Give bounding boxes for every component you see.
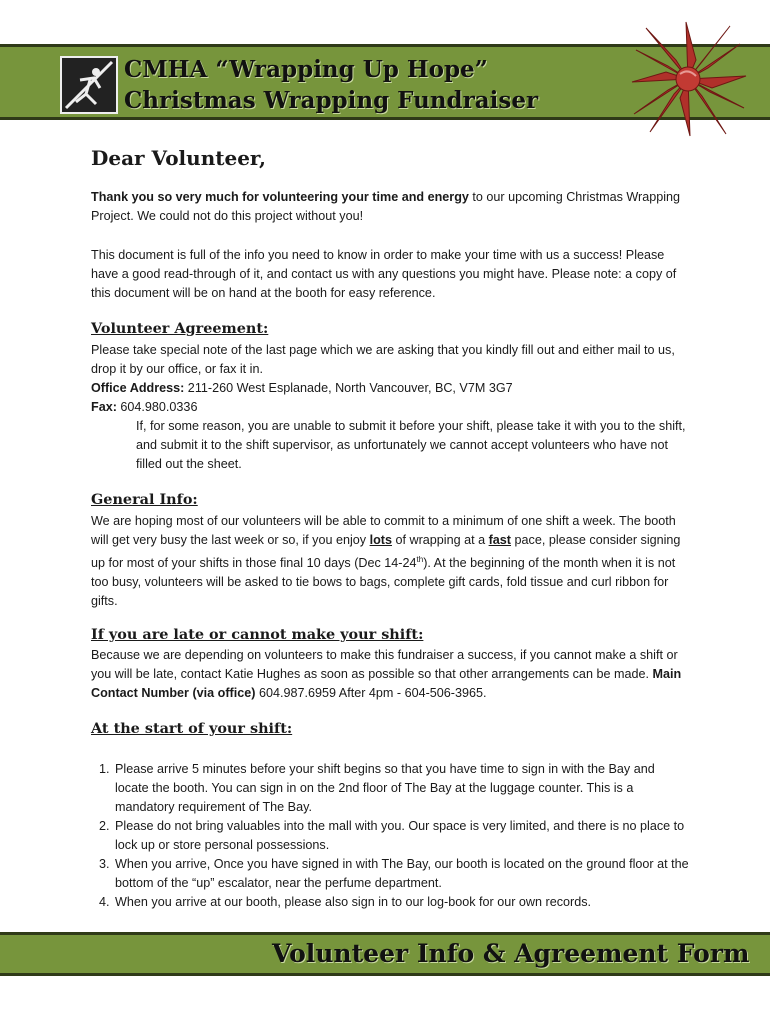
late-contact-value: 604.987.6959 After 4pm - 604-506-3965.: [255, 686, 487, 700]
intro-bold: Thank you so very much for volunteering your time and energy: [91, 190, 469, 204]
agreement-heading-text: Volunteer Agreement:: [91, 320, 269, 337]
late-contact-label: Main Contact Number (via office): [91, 667, 682, 700]
intro-paragraph-1: [91, 188, 691, 226]
start-heading: [91, 720, 292, 737]
start-item-4: 4. When you arrive at our booth, please also sign in to our log-book for our own records.: [113, 893, 691, 912]
general-sup: th: [416, 555, 424, 564]
general-t4: ). At the beginning of the month when it is not too busy, volunteers will be asked to tie bows to bags, complete gift cards, fold tissue and curl ribbon for gifts.: [91, 556, 676, 609]
start-item-1: 1. Please arrive 5 minutes before your shift begins so that you have time to sign in with the Bay and locate the booth. You can sign in on the 2nd floor of The Bay at the luggage counter. This is a mandatory requirement of The Bay.: [113, 760, 691, 817]
intro-rest: to our upcoming Christmas Wrapping Project. We could not do this project without you!: [91, 190, 681, 223]
late-heading-text: If you are late or cannot make your shift:: [91, 626, 424, 643]
banner-title-line2: Christmas Wrapping Fundraiser: [124, 87, 539, 114]
office-label: Office Address:: [91, 381, 185, 395]
fax-value: 604.980.0336: [116, 400, 198, 414]
start-heading-text: At the start of your shift:: [91, 720, 293, 737]
banner-title: [124, 54, 538, 116]
start-list: [91, 760, 691, 912]
cmha-logo-icon: [60, 56, 118, 114]
general-heading-text: General Info:: [91, 491, 198, 508]
agreement-heading: [91, 320, 268, 337]
greeting: Dear Volunteer,: [91, 146, 266, 170]
intro-paragraph-2: This document is full of the info you need to know in order to make your time with us a success! Please have a good read-through of it, and contact us with any questions you might have. Please note: a copy of this document will be on hand at the booth for easy reference.: [91, 248, 677, 300]
agreement-note: If, for some reason, you are unable to submit it before your shift, please take it with you to the shift, and submit it to the shift supervisor, as unfortunately we cannot accept volunteers who have not filled out the sheet.: [136, 419, 686, 471]
footer-title: Volunteer Info & Agreement Form: [272, 939, 750, 968]
fax-number: [91, 398, 691, 417]
general-t3: pace, please consider signing up for most of your shifts in those final 10 days (Dec 14-24: [91, 533, 681, 571]
general-heading: [91, 491, 198, 508]
agreement-text: Please take special note of the last page which we are asking that you kindly fill out and either mail to us, drop it by our office, or fax it in.: [91, 343, 675, 376]
late-text: [91, 646, 691, 703]
start-item-2: 2. Please do not bring valuables into the mall with you. Our space is very limited, and there is no place to lock up or store personal possessions.: [113, 817, 691, 855]
banner-title-line1: CMHA “Wrapping Up Hope”: [124, 56, 488, 83]
general-t1: We are hoping most of our volunteers will be able to commit to a minimum of one shift a week. The booth will get very busy the last week or so, if you enjoy: [91, 514, 676, 547]
office-address: [91, 379, 691, 398]
general-t2: of wrapping at a: [391, 533, 489, 547]
general-lots: lots: [369, 533, 392, 547]
general-text: [91, 512, 691, 611]
general-fast: fast: [488, 533, 512, 547]
office-value: 211-260 West Esplanade, North Vancouver, BC, V7M 3G7: [184, 381, 513, 395]
fax-label: Fax:: [91, 400, 117, 414]
gift-bow-icon: [626, 20, 750, 138]
late-heading: [91, 626, 423, 643]
late-t1: Because we are depending on volunteers to make this fundraiser a success, if you cannot make a shift or you will be late, contact Katie Hughes as soon as possible so that other arrangements can be made.: [91, 648, 678, 681]
start-item-3: 3. When you arrive, Once you have signed in with The Bay, our booth is located on the ground floor at the bottom of the “up” escalator, near the perfume department.: [113, 855, 691, 893]
